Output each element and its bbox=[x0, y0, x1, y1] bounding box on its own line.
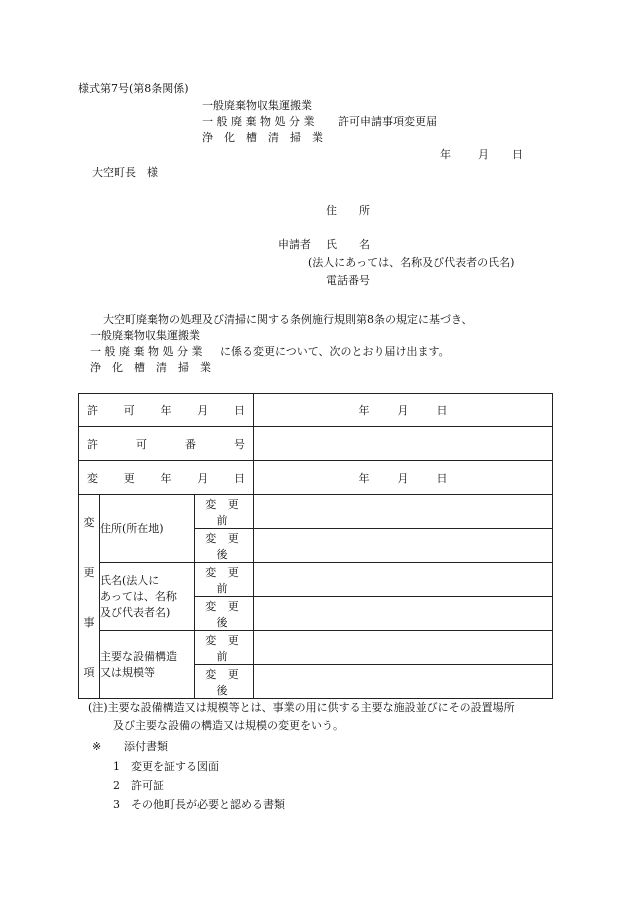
change-date-row bbox=[79, 461, 553, 495]
permit-number-row bbox=[79, 427, 553, 461]
note-line-1: (注)主要な設備構造又は規模等とは、事業の用に供する主要な施設並びにその設置場所 bbox=[88, 701, 515, 714]
business-line-collection: 一般廃棄物収集運搬業 bbox=[202, 99, 312, 112]
address-before-label: 変 更 前 bbox=[195, 495, 254, 529]
change-date-label: 変 更 年 月 日 bbox=[79, 461, 254, 495]
change-date-value[interactable]: 年 月 日 bbox=[254, 461, 553, 495]
note-line-2: 及び主要な設備の構造又は規模の変更をいう。 bbox=[113, 719, 344, 732]
date-year: 年 bbox=[440, 148, 451, 161]
body-line-2: に係る変更について、次のとおり届け出ます。 bbox=[220, 345, 450, 358]
applicant-label: 申請者 bbox=[278, 238, 311, 251]
address-before-value[interactable] bbox=[254, 495, 553, 529]
date-day: 日 bbox=[512, 148, 523, 161]
name-before-value[interactable] bbox=[254, 563, 553, 597]
address-after-value[interactable] bbox=[254, 529, 553, 563]
attachment-item: 1 変更を証する図面 bbox=[113, 760, 219, 773]
equipment-after-label: 変 更 後 bbox=[195, 665, 254, 699]
permit-number-label: 許 可 番 号 bbox=[79, 427, 254, 461]
address-before-row bbox=[79, 495, 553, 529]
address-after-label: 変 更 後 bbox=[195, 529, 254, 563]
permit-date-value[interactable]: 年 月 日 bbox=[254, 394, 553, 427]
document-title: 許可申請事項変更届 bbox=[338, 115, 437, 128]
permit-date-row bbox=[79, 394, 553, 427]
attachments-mark: ※ bbox=[92, 740, 102, 753]
attachments-title: 添付書類 bbox=[124, 740, 168, 753]
equipment-after-value[interactable] bbox=[254, 665, 553, 699]
equipment-before-row bbox=[79, 631, 553, 665]
address-category: 住所(所在地) bbox=[100, 495, 195, 563]
body-biz-1: 一般廃棄物収集運搬業 bbox=[90, 329, 200, 342]
permit-date-label: 許 可 年 月 日 bbox=[79, 394, 254, 427]
date-month: 月 bbox=[478, 148, 489, 161]
permit-number-value[interactable] bbox=[254, 427, 553, 461]
addressee: 大空町長 様 bbox=[92, 166, 158, 179]
attachment-item: 3 その他町長が必要と認める書類 bbox=[113, 798, 285, 811]
body-biz-2: 一 般 廃 棄 物 処 分 業 bbox=[90, 345, 203, 358]
business-line-septic: 浄 化 槽 清 掃 業 bbox=[202, 131, 323, 144]
body-line-1: 大空町廃棄物の処理及び清掃に関する条例施行規則第8条の規定に基づき、 bbox=[103, 313, 473, 326]
change-form-table bbox=[78, 393, 553, 699]
name-label: 氏 名 bbox=[326, 238, 370, 251]
name-category: 氏名(法人に あっては、名称 及び代表者名) bbox=[100, 563, 195, 631]
equipment-category: 主要な設備構造 又は規模等 bbox=[100, 631, 195, 699]
body-biz-3: 浄 化 槽 清 掃 業 bbox=[90, 361, 211, 374]
phone-label: 電話番号 bbox=[326, 274, 370, 287]
business-line-disposal: 一 般 廃 棄 物 処 分 業 bbox=[202, 115, 315, 128]
name-before-label: 変 更 前 bbox=[195, 563, 254, 597]
matters-label: 変 更 事 項 bbox=[79, 495, 100, 699]
corporate-note: (法人にあっては、名称及び代表者の氏名) bbox=[308, 256, 515, 269]
equipment-before-label: 変 更 前 bbox=[195, 631, 254, 665]
name-before-row bbox=[79, 563, 553, 597]
name-after-label: 変 更 後 bbox=[195, 597, 254, 631]
form-number: 様式第7号(第8条関係) bbox=[78, 82, 189, 95]
equipment-before-value[interactable] bbox=[254, 631, 553, 665]
name-after-value[interactable] bbox=[254, 597, 553, 631]
address-label: 住 所 bbox=[326, 204, 370, 217]
attachment-item: 2 許可証 bbox=[113, 779, 164, 792]
